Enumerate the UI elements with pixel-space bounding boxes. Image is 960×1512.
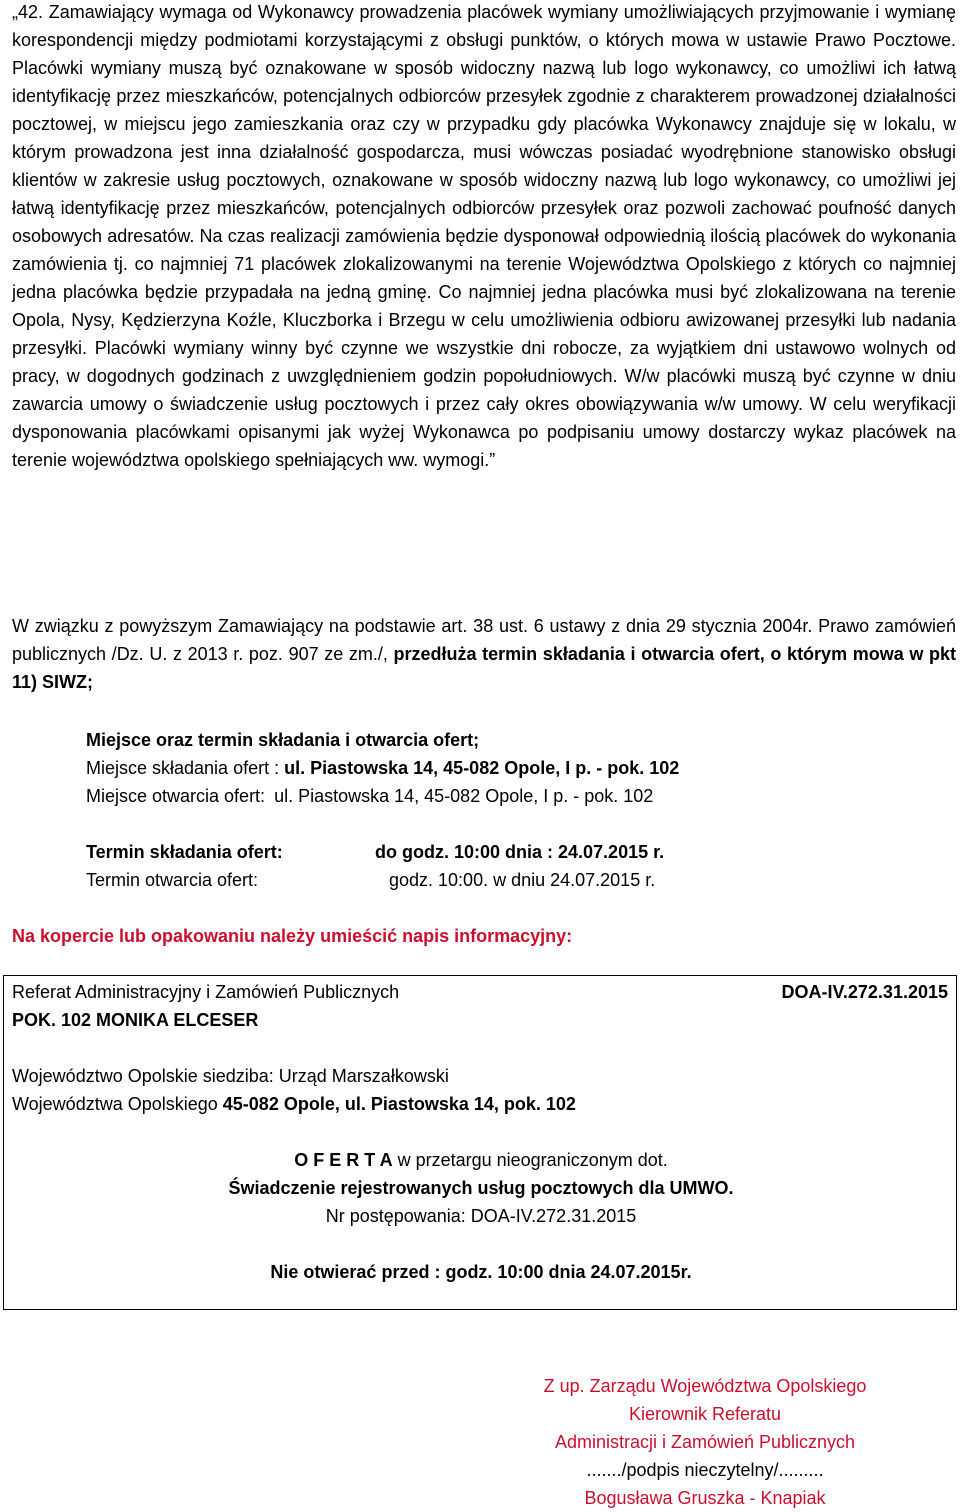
requirement-paragraph: [12, 0, 956, 474]
submit-place-value: ul. Piastowska 14, 45-082 Opole, I p. - pok. 102: [284, 758, 680, 778]
signature-line-5: Bogusława Gruszka - Knapiak: [584, 1488, 826, 1508]
place-heading-text: Miejsce oraz termin składania i otwarcia ofert;: [86, 730, 480, 750]
extension-paragraph: [12, 612, 956, 696]
envelope-ref: [782, 978, 948, 1006]
open-place-label: Miejsce otwarcia ofert:: [86, 786, 266, 806]
open-place-row: [86, 782, 653, 810]
submit-place-label: Miejsce składania ofert :: [86, 758, 285, 778]
open-deadline-value: godz. 10:00. w dniu 24.07.2015 r.: [389, 870, 656, 890]
envelope-notice: [12, 922, 572, 950]
open-deadline-label: Termin otwarcia ofert:: [86, 870, 259, 890]
envelope-room-text: POK. 102 MONIKA ELCESER: [12, 1010, 259, 1030]
envelope-do-not-open-text: Nie otwierać przed : godz. 10:00 dnia 24.07.2015r.: [270, 1262, 692, 1282]
submit-deadline-value: [375, 838, 664, 866]
submit-deadline-label: [86, 838, 283, 866]
envelope-service: [4, 1174, 958, 1202]
envelope-notice-text: Na kopercie lub opakowaniu należy umieścić napis informacyjny:: [12, 926, 573, 946]
signature-line-2: Kierownik Referatu: [628, 1404, 782, 1424]
envelope-offer-bold: O F E R T A: [294, 1150, 393, 1170]
submit-deadline-value-text: do godz. 10:00 dnia : 24.07.2015 r.: [375, 842, 665, 862]
envelope-addr1: Województwo Opolskie siedziba: Urząd Marszałkowski: [12, 1066, 449, 1086]
envelope-offer-plain: w przetargu nieograniczonym dot.: [392, 1150, 668, 1170]
submit-place-row: [86, 754, 679, 782]
envelope-addr2-bold: 45-082 Opole, ul. Piastowska 14, pok. 102: [222, 1094, 576, 1114]
envelope-addr2-plain: Województwa Opolskiego: [12, 1094, 223, 1114]
envelope-addr2: [12, 1090, 576, 1118]
place-heading: [86, 726, 479, 754]
envelope-offer: [4, 1146, 958, 1174]
envelope-label-box: [3, 975, 957, 1310]
envelope-dept: Referat Administracyjny i Zamówień Publicznych: [12, 982, 400, 1002]
signature-line-1: Z up. Zarządu Województwa Opolskiego: [543, 1376, 867, 1396]
envelope-service-text: Świadczenie rejestrowanych usług pocztowych dla UMWO.: [228, 1178, 734, 1198]
extension-bold-text: przedłuża termin składania i otwarcia ofert, o którym mowa w pkt 11) SIWZ;: [12, 644, 956, 692]
submit-deadline-label-text: Termin składania ofert:: [86, 842, 283, 862]
signature-line-4: ......./podpis nieczytelny/.........: [586, 1460, 824, 1480]
envelope-procedure: Nr postępowania: DOA-IV.272.31.2015: [325, 1206, 637, 1226]
open-place-value: ul. Piastowska 14, 45-082 Opole, I p. - pok. 102: [274, 786, 654, 806]
signature-line-3: Administracji i Zamówień Publicznych: [554, 1432, 856, 1452]
envelope-ref-text: DOA-IV.272.31.2015: [781, 982, 948, 1002]
envelope-do-not-open: [4, 1258, 958, 1286]
extension-text: W związku z powyższym Zamawiający na podstawie art. 38 ust. 6 ustawy z dnia 29 stycznia 2004r. Prawo zamówień publicznych /Dz. U. z 2013 r. poz. 907 ze zm./,: [12, 616, 956, 664]
envelope-room: [12, 1006, 258, 1034]
requirement-text: „42. Zamawiający wymaga od Wykonawcy prowadzenia placówek wymiany umożliwiających przyjmowanie i wymianę korespondencji między podmiotami korzystającymi z obsługi punktów, o których mowa w ustawie Prawo Pocztowe. Placówki wymiany muszą być oznakowane w sposób widoczny nazwą lub logo wykonawcy, co umożliwi ich łatwą identyfikację przez mieszkańców, potencjalnych odbiorców przesyłek zgodnie z charakterem prowadzonej działalności pocztowej, w miejscu jego zamieszkania oraz czy w przypadku gdy placówka Wykonawcy znajduje się w lokalu, w którym prowadzona jest inna działalność gospodarcza, musi wówczas posiadać wyodrębnione stanowisko obsługi klientów w zakresie usług pocztowych, oznakowane w sposób widoczny nazwą lub logo wykonawcy, co umożliwi jej łatwą identyfikację przez mieszkańców, potencjalnych odbiorców przesyłek oraz pozwoli zachować poufność danych osobowych adresatów. Na czas realizacji zamówienia będzie dysponował odpowiednią ilością placówek do wykonania zamówienia tj. co najmniej 71 placówek zlokalizowanymi na terenie Województwa Opolskiego z których co najmniej jedna placówka będzie przypadała na jedną gminę. Co najmniej jedna placówka musi być zlokalizowana na terenie Opola, Nysy, Kędzierzyna Koźle, Kluczborka i Brzegu w celu umożliwienia odbioru awizowanej przesyłki lub nadania przesyłki. Placówki wymiany winny być czynne we wszystkie dni robocze, za wyjątkiem dni ustawowo wolnych od pracy, w dogodnych godzinach z uwzględnieniem godzin popołudniowych. W/w placówki muszą być czynne w dniu zawarcia umowy o świadczenie usług pocztowych i przez cały okres obowiązywania w/w umowy. W celu weryfikacji dysponowania placówkami opisanymi jak wyżej Wykonawca po podpisaniu umowy dostarczy wykaz placówek na terenie województwa opolskiego spełniających ww. wymogi.”: [12, 2, 956, 470]
